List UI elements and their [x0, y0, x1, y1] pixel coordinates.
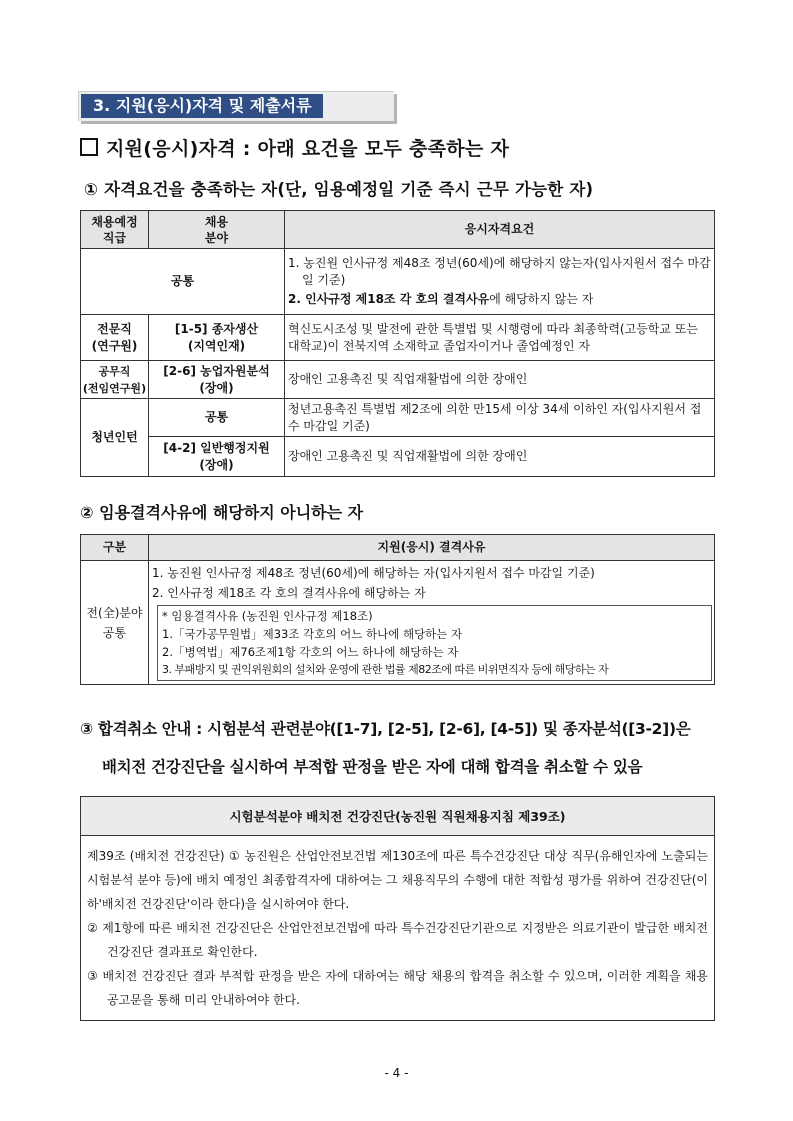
disqualification-note-box — [157, 605, 712, 681]
heading-qualification: ① 자격요건을 충족하는 자(단, 임용예정일 기준 즉시 근무 가능한 자) — [84, 180, 594, 199]
disqualification-items — [149, 561, 715, 685]
heading-cancellation-line2: 배치전 건강진단을 실시하여 부적합 판정을 받은 자에 대해 합격을 취소할 수 있음 — [102, 758, 643, 776]
intern-common-requirement: 청년고용촉진 특별법 제2조에 의한 만15세 이상 34세 이하인 자(입사지원서 접수 마감일 기준) — [285, 399, 715, 437]
heading-cancellation-line1: ③ 합격취소 안내 : 시험분석 관련분야([1-7], [2-5], [2-6], [4-5]) 및 종자분석([3-2])은 — [80, 720, 691, 738]
intern-requirement: 장애인 고용촉진 및 직업재활법에 의한 장애인 — [285, 437, 715, 477]
note-item-1: 1.「국가공무원법」제33조 각호의 어느 하나에 해당하는 자 — [162, 627, 463, 641]
col-header-requirements: 응시자격요건 — [285, 211, 715, 249]
col-header-disqualification: 지원(응시) 결격사유 — [149, 535, 715, 561]
health-check-para-3: ③ 배치전 건강진단 결과 부적합 판정을 받은 자에 대하여는 해당 채용의 합격을 취소할 수 있으며, 이러한 계획을 채용공고문을 통해 미리 안내하여야 한다. — [87, 969, 708, 1007]
health-check-body — [81, 836, 715, 1021]
page-number: - 4 - — [384, 1066, 409, 1080]
main-heading — [80, 134, 509, 161]
health-check-table — [80, 796, 715, 1021]
section-title: 3. 지원(응시)자격 및 제출서류 — [81, 94, 323, 118]
health-check-para-1: 제39조 (배치전 건강진단) ① 농진원은 산업안전보건법 제130조에 따른 특수건강진단 대상 직무(유해인자에 노출되는 시험분석 분야 등)에 배치 예정인 최종합격자에 대하여는 그 채용직무의 수행에 대한 적합성 평가를 위하여 건강진단(이하'배치전 건강진단'이라 한다)을 실시하여야 한다. — [87, 849, 708, 911]
common-req-2-bold: 2. 인사규정 제18조 각 호의 결격사유 — [288, 292, 490, 306]
main-heading-text: 지원(응시)자격 : 아래 요건을 모두 충족하는 자 — [106, 138, 510, 160]
disq-item-2: 2. 인사규정 제18조 각 호의 결격사유에 해당하는 자 — [152, 586, 426, 600]
checkbox-square-icon — [80, 138, 98, 156]
public-requirement: 장애인 고용촉진 및 직업재활법에 의한 장애인 — [285, 361, 715, 399]
common-requirements — [285, 249, 715, 315]
col-header-field: 채용 분야 — [149, 211, 285, 249]
note-item-2: 2.「병역법」제76조제1항 각호의 어느 하나에 해당하는 자 — [162, 645, 459, 659]
col-header-grade: 채용예정 직급 — [81, 211, 149, 249]
common-req-2 — [288, 291, 711, 308]
intern-field: [4-2] 일반행정지원 (장애) — [149, 437, 285, 477]
specialist-field: [1-5] 종자생산 (지역인재) — [149, 315, 285, 361]
common-label: 공통 — [81, 249, 285, 315]
common-req-1: 1. 농진원 인사규정 제48조 정년(60세)에 해당하지 않는자(입사지원서 접수 마감일 기준) — [288, 256, 711, 287]
specialist-grade: 전문직 (연구원) — [81, 315, 149, 361]
heading-disqualification: ② 임용결격사유에 해당하지 아니하는 자 — [80, 503, 364, 522]
qualification-table — [80, 210, 715, 477]
health-check-para-2: ② 제1항에 따른 배치전 건강진단은 산업안전보건법에 따라 특수건강진단기관으로 지정받은 의료기관이 발급한 배치전 건강진단 결과표로 확인한다. — [87, 921, 708, 959]
health-check-title: 시험분석분야 배치전 건강진단(농진원 직원채용지침 제39조) — [81, 797, 715, 836]
public-grade: 공무직 (전임연구원) — [81, 361, 149, 399]
common-req-2-rest: 에 해당하지 않는 자 — [489, 292, 594, 306]
disq-item-1: 1. 농진원 인사규정 제48조 정년(60세)에 해당하는 자(입사지원서 접수 마감일 기준) — [152, 566, 595, 580]
specialist-requirement: 혁신도시조성 및 발전에 관한 특별법 및 시행령에 따라 최종학력(고등학교 또는 대학교)이 전북지역 소재학교 졸업자이거나 졸업예정인 자 — [285, 315, 715, 361]
intern-common: 공통 — [149, 399, 285, 437]
intern-grade: 청년인턴 — [81, 399, 149, 477]
note-title: * 임용결격사유 (농진원 인사규정 제18조) — [162, 609, 373, 623]
note-item-3: 3. 부패방지 및 권익위원회의 설치와 운영에 관한 법률 제82조에 따른 비위면직자 등에 해당하는 자 — [162, 663, 609, 676]
disqualification-table — [80, 534, 715, 685]
public-field: [2-6] 농업자원분석 (장애) — [149, 361, 285, 399]
all-fields-label: 전(全)분야 공통 — [81, 561, 149, 685]
col-header-category: 구분 — [81, 535, 149, 561]
section-badge — [78, 91, 394, 121]
